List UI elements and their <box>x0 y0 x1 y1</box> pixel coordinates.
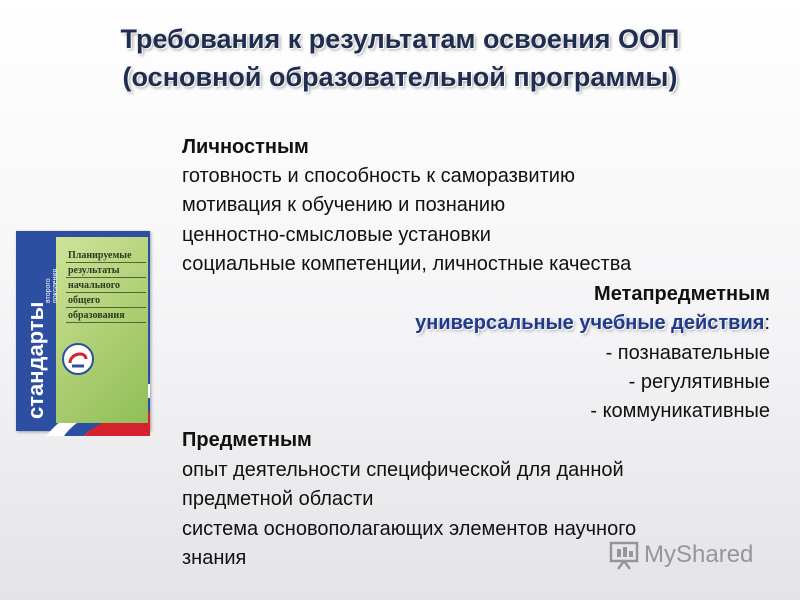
personal-heading: Личностным <box>182 136 309 158</box>
meta-subheading-line <box>415 309 770 338</box>
meta-item: - регулятивные <box>628 371 770 393</box>
subject-line: знания <box>182 547 247 569</box>
subject-heading: Предметным <box>182 429 312 451</box>
meta-subheading: универсальные учебные действия <box>415 312 765 334</box>
meta-item: - познавательные <box>605 342 770 364</box>
subject-line: система основополагающих элементов научного <box>182 518 637 540</box>
watermark <box>608 537 778 573</box>
book-label-line: результаты <box>66 264 146 278</box>
book-label-line: начального <box>66 279 146 293</box>
subject-line: предметной области <box>182 488 374 510</box>
book-spine-title <box>19 233 57 423</box>
standards-logo-icon <box>60 341 96 377</box>
personal-item: социальные компетенции, личностные качества <box>182 253 632 275</box>
personal-item: мотивация к обучению и познанию <box>182 194 506 216</box>
book-spine-sub-text-2: поколения <box>52 268 59 303</box>
book-label-line: общего <box>66 294 146 308</box>
meta-heading: Метапредметным <box>594 283 770 305</box>
book-cover-panel <box>56 237 148 423</box>
slide-title-line-1: Требования к результатам освоения ООП <box>120 24 680 54</box>
book-label-line: Планируемые <box>66 249 146 263</box>
book-spine-main-text: стандарты <box>23 301 48 419</box>
meta-item: - коммуникативные <box>590 400 770 422</box>
personal-item: готовность и способность к саморазвитию <box>182 165 575 187</box>
book-spine-sub-text-1: второго <box>45 278 52 303</box>
slide-title <box>0 20 800 96</box>
book-label <box>66 249 146 324</box>
presentation-board-icon <box>608 539 640 571</box>
slide-title-line-2: (основной образовательной программы) <box>122 62 678 92</box>
meta-subheading-colon: : <box>764 312 770 334</box>
book-label-line: образования <box>66 309 146 323</box>
subject-line: опыт деятельности специфической для данной <box>182 459 624 481</box>
book-cover-image <box>16 231 150 431</box>
personal-item: ценностно-смысловые установки <box>182 224 491 246</box>
watermark-text: MyShared <box>644 541 754 568</box>
